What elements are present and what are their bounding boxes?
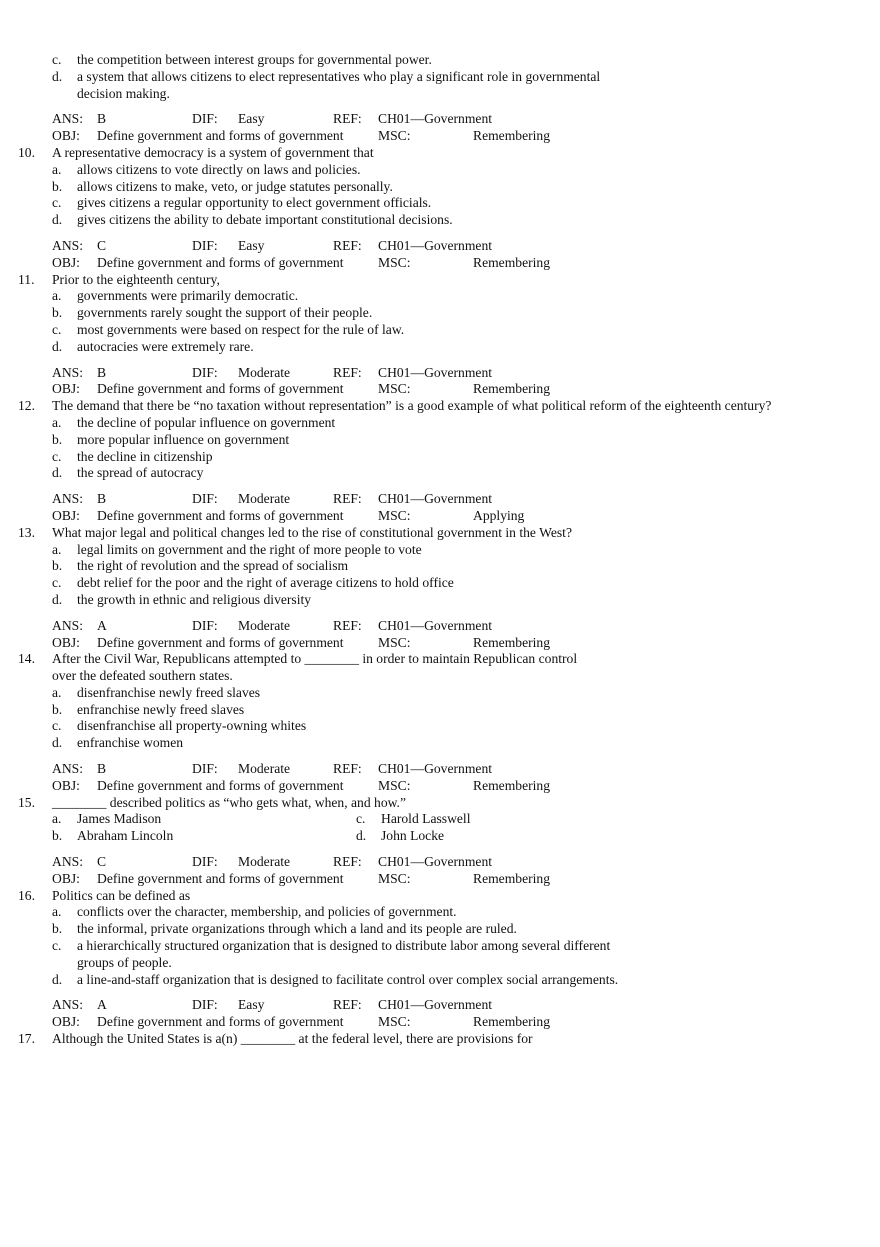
msc-label: MSC: <box>378 381 411 397</box>
choice-text: more popular influence on government <box>77 431 290 447</box>
ans-value: B <box>97 491 107 507</box>
question-15 <box>0 795 880 888</box>
answer-meta-row <box>0 111 880 128</box>
choice-letter: c. <box>52 52 62 67</box>
answer-meta-row <box>0 618 880 635</box>
dif-label: DIF: <box>192 111 218 127</box>
choice-text: the spread of autocracy <box>77 465 204 481</box>
obj-value: Define government and forms of government <box>97 507 344 523</box>
choice-letter: c. <box>52 321 62 337</box>
objective-meta-row <box>0 255 880 272</box>
choice-letter: c. <box>52 938 62 954</box>
ref-label: REF: <box>333 237 362 253</box>
choice-row-continued <box>0 86 880 103</box>
choice-text: John Locke <box>381 828 445 844</box>
obj-value: Define government and forms of government <box>97 1014 344 1030</box>
answer-meta-row <box>0 491 880 508</box>
msc-value: Remembering <box>473 777 551 793</box>
question-13 <box>0 525 880 652</box>
dif-label: DIF: <box>192 491 218 507</box>
ref-value: CH01—Government <box>378 111 493 127</box>
objective-meta-row <box>0 635 880 652</box>
dif-label: DIF: <box>192 364 218 380</box>
ans-value: A <box>97 997 107 1013</box>
answer-meta-row <box>0 761 880 778</box>
obj-label: OBJ: <box>52 870 80 886</box>
ref-value: CH01—Government <box>378 761 493 777</box>
dif-label: DIF: <box>192 761 218 777</box>
ans-value: B <box>97 364 107 380</box>
dif-value: Moderate <box>238 617 291 633</box>
choice-text: gives citizens a regular opportunity to elect government officials. <box>77 195 432 211</box>
obj-label: OBJ: <box>52 1014 80 1030</box>
msc-label: MSC: <box>378 634 411 650</box>
ans-value: A <box>97 617 107 633</box>
choice-text: governments rarely sought the support of their people. <box>77 305 373 321</box>
dif-label: DIF: <box>192 997 218 1013</box>
ref-value: CH01—Government <box>378 997 493 1013</box>
choice-letter: d. <box>52 212 63 228</box>
dif-label: DIF: <box>192 854 218 870</box>
question-number: 12. <box>18 398 35 414</box>
obj-value: Define government and forms of government <box>97 128 344 144</box>
msc-label: MSC: <box>378 128 411 144</box>
question-stem: After the Civil War, Republicans attempted to ________ in order to maintain Republican control <box>52 651 578 667</box>
choice-text: a line-and-staff organization that is designed to facilitate control over complex social arrangements. <box>77 971 619 987</box>
ans-label: ANS: <box>52 111 83 127</box>
choice-text: James Madison <box>77 811 162 827</box>
msc-value: Remembering <box>473 128 551 144</box>
choice-letter: d. <box>52 465 63 481</box>
ans-value: C <box>97 854 107 870</box>
question-9-continuation <box>0 52 880 145</box>
choice-text: governments were primarily democratic. <box>77 288 299 304</box>
objective-meta-row <box>0 778 880 795</box>
choice-letter: a. <box>52 414 62 430</box>
question-10 <box>0 145 880 272</box>
ref-label: REF: <box>333 997 362 1013</box>
ref-label: REF: <box>333 617 362 633</box>
question-stem-continued: over the defeated southern states. <box>52 668 233 684</box>
ans-label: ANS: <box>52 617 83 633</box>
msc-label: MSC: <box>378 254 411 270</box>
question-number: 14. <box>18 651 35 667</box>
choice-letter: b. <box>52 558 63 574</box>
choice-letter: c. <box>52 448 62 464</box>
question-stem: The demand that there be “no taxation without representation” is a good example of what political reform of the eighteenth century? <box>52 398 772 414</box>
objective-meta-row <box>0 508 880 525</box>
ans-label: ANS: <box>52 761 83 777</box>
answer-meta-row <box>0 365 880 382</box>
obj-label: OBJ: <box>52 254 80 270</box>
choice-row <box>0 69 880 86</box>
choice-letter: d. <box>356 828 367 844</box>
ref-value: CH01—Government <box>378 491 493 507</box>
choice-letter: c. <box>52 195 62 211</box>
choice-letter: d. <box>52 735 63 751</box>
choice-text: the decline in citizenship <box>77 448 213 464</box>
question-17 <box>0 1031 880 1048</box>
choice-text: enfranchise women <box>77 735 184 751</box>
choice-letter: b. <box>52 828 63 844</box>
dif-label: DIF: <box>192 237 218 253</box>
obj-value: Define government and forms of government <box>97 381 344 397</box>
dif-value: Moderate <box>238 364 291 380</box>
choice-letter: b. <box>52 921 63 937</box>
choice-text: conflicts over the character, membership, and policies of government. <box>77 904 457 920</box>
ans-value: C <box>97 237 107 253</box>
choice-text: disenfranchise newly freed slaves <box>77 684 261 700</box>
choice-letter: a. <box>52 161 62 177</box>
question-12 <box>0 398 880 525</box>
ans-label: ANS: <box>52 364 83 380</box>
obj-value: Define government and forms of government <box>97 634 344 650</box>
choice-text: enfranchise newly freed slaves <box>77 701 245 717</box>
choice-text: Harold Lasswell <box>381 811 471 827</box>
dif-value: Easy <box>238 111 265 127</box>
question-number: 11. <box>18 271 35 287</box>
msc-value: Remembering <box>473 634 551 650</box>
choice-text: decision making. <box>77 85 170 101</box>
msc-value: Remembering <box>473 870 551 886</box>
msc-label: MSC: <box>378 507 411 523</box>
choice-letter: a. <box>52 811 62 827</box>
choice-letter: b. <box>52 178 63 194</box>
objective-meta-row <box>0 128 880 145</box>
question-number: 10. <box>18 144 35 160</box>
ref-value: CH01—Government <box>378 237 493 253</box>
choice-text: gives citizens the ability to debate important constitutional decisions. <box>77 212 453 228</box>
choice-text: the right of revolution and the spread of socialism <box>77 558 349 574</box>
question-number: 13. <box>18 524 35 540</box>
question-16 <box>0 888 880 1031</box>
msc-label: MSC: <box>378 1014 411 1030</box>
question-stem: A representative democracy is a system of government that <box>52 144 374 160</box>
ref-label: REF: <box>333 854 362 870</box>
question-stem: Although the United States is a(n) ________ at the federal level, there are provisions for <box>52 1031 533 1047</box>
obj-label: OBJ: <box>52 381 80 397</box>
choice-letter: a. <box>52 541 62 557</box>
obj-label: OBJ: <box>52 634 80 650</box>
choice-text: debt relief for the poor and the right of average citizens to hold office <box>77 575 454 591</box>
choice-letter: a. <box>52 684 62 700</box>
choice-text: a hierarchically structured organization that is designed to distribute labor among several different <box>77 938 611 954</box>
choice-letter: b. <box>52 431 63 447</box>
msc-value: Remembering <box>473 254 551 270</box>
ref-label: REF: <box>333 761 362 777</box>
question-stem: ________ described politics as “who gets what, when, and how.” <box>52 794 406 810</box>
choice-text: a system that allows citizens to elect representatives who play a significant role in governmental <box>77 68 601 84</box>
choice-text: the informal, private organizations through which a land and its people are ruled. <box>77 921 517 937</box>
question-14 <box>0 651 880 794</box>
choice-letter: b. <box>52 701 63 717</box>
question-number: 15. <box>18 794 35 810</box>
choice-letter: d. <box>52 338 63 354</box>
choice-letter: a. <box>52 288 62 304</box>
choice-row <box>0 52 880 69</box>
choice-text: allows citizens to make, veto, or judge statutes personally. <box>77 178 393 194</box>
choice-text: disenfranchise all property-owning whites <box>77 718 307 734</box>
answer-meta-row <box>0 854 880 871</box>
choice-text: the growth in ethnic and religious diversity <box>77 591 312 607</box>
msc-value: Applying <box>473 507 525 523</box>
question-stem: What major legal and political changes led to the rise of constitutional government in the West? <box>52 524 572 540</box>
dif-value: Easy <box>238 237 265 253</box>
ref-value: CH01—Government <box>378 617 493 633</box>
ans-value: B <box>97 761 107 777</box>
obj-value: Define government and forms of government <box>97 870 344 886</box>
objective-meta-row <box>0 871 880 888</box>
msc-value: Remembering <box>473 381 551 397</box>
ans-value: B <box>97 111 107 127</box>
ans-label: ANS: <box>52 854 83 870</box>
obj-value: Define government and forms of government <box>97 777 344 793</box>
dif-label: DIF: <box>192 617 218 633</box>
choice-letter: d. <box>52 68 63 84</box>
obj-value: Define government and forms of government <box>97 254 344 270</box>
choice-text: most governments were based on respect for the rule of law. <box>77 321 405 337</box>
objective-meta-row <box>0 1014 880 1031</box>
choice-letter: c. <box>356 811 366 827</box>
msc-value: Remembering <box>473 1014 551 1030</box>
choice-text: legal limits on government and the right of more people to vote <box>77 541 422 557</box>
choice-text: allows citizens to vote directly on laws and policies. <box>77 161 361 177</box>
exam-page <box>0 52 880 1048</box>
obj-label: OBJ: <box>52 507 80 523</box>
ref-value: CH01—Government <box>378 364 493 380</box>
question-number: 16. <box>18 887 35 903</box>
msc-label: MSC: <box>378 777 411 793</box>
ref-label: REF: <box>333 364 362 380</box>
choice-letter: b. <box>52 305 63 321</box>
choice-text: the competition between interest groups for governmental power. <box>77 52 432 67</box>
choice-letter: a. <box>52 904 62 920</box>
choice-text: autocracies were extremely rare. <box>77 338 254 354</box>
dif-value: Easy <box>238 997 265 1013</box>
dif-value: Moderate <box>238 491 291 507</box>
answer-meta-row <box>0 997 880 1014</box>
obj-label: OBJ: <box>52 777 80 793</box>
ans-label: ANS: <box>52 491 83 507</box>
ref-label: REF: <box>333 491 362 507</box>
question-stem: Prior to the eighteenth century, <box>52 271 220 287</box>
ref-value: CH01—Government <box>378 854 493 870</box>
choice-letter: c. <box>52 575 62 591</box>
choice-letter: d. <box>52 591 63 607</box>
ref-label: REF: <box>333 111 362 127</box>
ans-label: ANS: <box>52 237 83 253</box>
dif-value: Moderate <box>238 854 291 870</box>
objective-meta-row <box>0 381 880 398</box>
choice-letter: c. <box>52 718 62 734</box>
obj-label: OBJ: <box>52 128 80 144</box>
dif-value: Moderate <box>238 761 291 777</box>
question-stem: Politics can be defined as <box>52 887 191 903</box>
question-11 <box>0 272 880 399</box>
msc-label: MSC: <box>378 870 411 886</box>
choice-text-continued: groups of people. <box>77 954 172 970</box>
choice-text: the decline of popular influence on government <box>77 414 336 430</box>
choice-letter: d. <box>52 971 63 987</box>
question-number: 17. <box>18 1031 35 1047</box>
answer-meta-row <box>0 238 880 255</box>
choice-text: Abraham Lincoln <box>77 828 174 844</box>
ans-label: ANS: <box>52 997 83 1013</box>
